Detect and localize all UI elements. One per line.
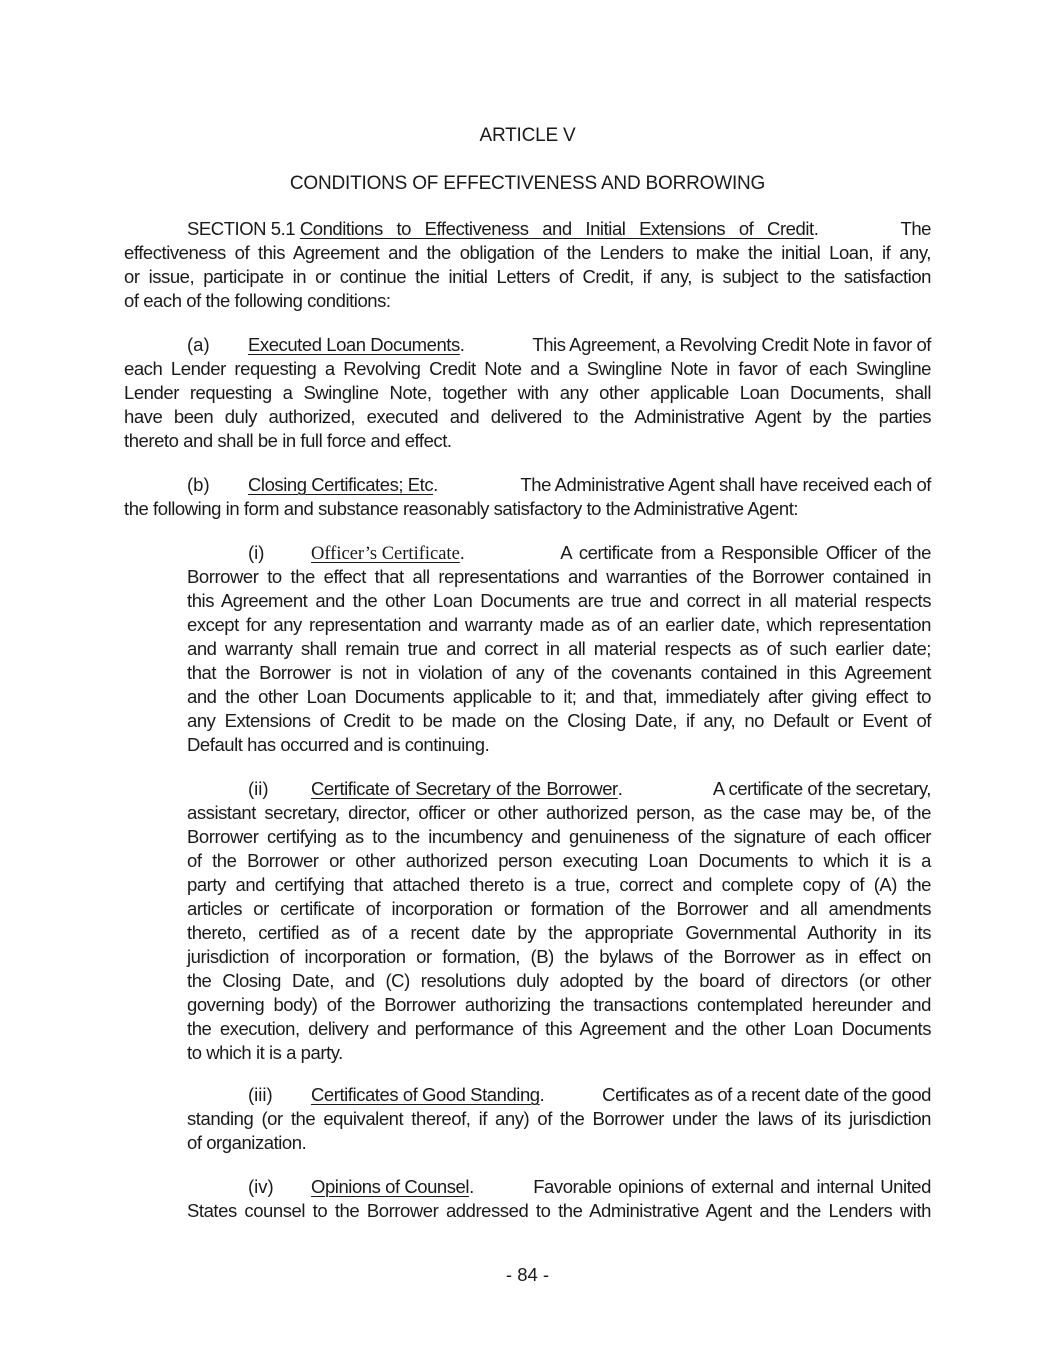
section-line: or issue, participate in or continue the initial Letters of Credit, if any, is subject to the satisfaction xyxy=(124,266,931,287)
clause-heading: Closing Certificates; Etc xyxy=(248,474,434,495)
clause-line: the following in form and substance reasonably satisfactory to the Administrative Agent: xyxy=(124,498,799,519)
subclause-line: the execution, delivery and performance of this Agreement and the other Loan Documents xyxy=(187,1018,931,1039)
subclause-line: jurisdiction of incorporation or formation, (B) the bylaws of the Borrower as in effect on xyxy=(187,946,931,967)
article-title: ARTICLE V xyxy=(479,125,576,146)
subclause-line: any Extensions of Credit to be made on the Closing Date, if any, no Default or Event of xyxy=(187,710,931,731)
subclause-first-line-rest: Favorable opinions of external and internal United xyxy=(533,1176,931,1197)
subclause-first-line xyxy=(311,777,931,801)
subclause-line: Borrower to the effect that all representations and warranties of the Borrower contained in xyxy=(187,566,931,587)
heading-period: . xyxy=(459,334,465,355)
subclause-heading: Opinions of Counsel xyxy=(311,1176,470,1197)
clause-first-line xyxy=(248,333,931,357)
subclause-line: except for any representation and warranty made as of an earlier date, which representation xyxy=(187,614,931,635)
subclause-first-line xyxy=(311,1175,931,1199)
clause-first-line-rest: The Administrative Agent shall have received each of xyxy=(520,474,931,495)
subclause-label: (iii) xyxy=(248,1084,273,1105)
subclause-first-line xyxy=(311,541,931,566)
subclause-label: (iv) xyxy=(248,1176,274,1197)
subclause-line: States counsel to the Borrower addressed to the Administrative Agent and the Lenders with xyxy=(187,1200,931,1221)
section-line-tail: The xyxy=(900,218,931,239)
page-number: - 84 - xyxy=(505,1264,550,1285)
subclause-heading: Certificates of Good Standing xyxy=(311,1084,540,1105)
section-line: effectiveness of this Agreement and the obligation of the Lenders to make the initial Loan, if any, xyxy=(124,242,931,263)
article-subtitle: CONDITIONS OF EFFECTIVENESS AND BORROWING xyxy=(289,173,766,194)
subclause-line: the Closing Date, and (C) resolutions duly adopted by the board of directors (or other xyxy=(187,970,931,991)
subclause-line: governing body) of the Borrower authorizing the transactions contemplated hereunder and xyxy=(187,994,931,1015)
heading-period: . xyxy=(813,218,819,239)
clause-label: (b) xyxy=(187,474,210,495)
section-first-line xyxy=(187,217,931,241)
clause-line: thereto and shall be in full force and effect. xyxy=(124,430,452,451)
clause-line: have been duly authorized, executed and delivered to the Administrative Agent by the parties xyxy=(124,406,931,427)
clause-first-line xyxy=(248,473,931,497)
clause-line: Lender requesting a Swingline Note, together with any other applicable Loan Documents, shall xyxy=(124,382,931,403)
subclause-line: standing (or the equivalent thereof, if any) of the Borrower under the laws of its jurisdiction xyxy=(187,1108,931,1129)
clause-label: (a) xyxy=(187,334,210,355)
subclause-line: assistant secretary, director, officer or other authorized person, as the case may be, of the xyxy=(187,802,931,823)
heading-period: . xyxy=(539,1084,545,1105)
subclause-line: Default has occurred and is continuing. xyxy=(187,734,490,755)
clause-first-line-rest: This Agreement, a Revolving Credit Note in favor of xyxy=(532,334,931,355)
subclause-label: (i) xyxy=(248,542,265,563)
subclause-line: that the Borrower is not in violation of any of the covenants contained in this Agreement xyxy=(187,662,931,683)
section-number: SECTION 5.1 xyxy=(187,218,296,239)
subclause-heading: Officer’s Certificate xyxy=(311,544,460,564)
subclause-first-line-rest: Certificates as of a recent date of the good xyxy=(602,1084,931,1105)
subclause-first-line-rest: A certificate from a Responsible Officer of the xyxy=(560,542,931,563)
subclause-line: of the Borrower or other authorized person executing Loan Documents to which it is a xyxy=(187,850,931,871)
section-line: of each of the following conditions: xyxy=(124,290,391,311)
clause-heading: Executed Loan Documents xyxy=(248,334,460,355)
subclause-line: this Agreement and the other Loan Documents are true and correct in all material respects xyxy=(187,590,931,611)
subclause-line: to which it is a party. xyxy=(187,1042,343,1063)
subclause-heading: Certificate of Secretary of the Borrower xyxy=(311,778,618,799)
subclause-label: (ii) xyxy=(248,778,269,799)
subclause-line: of organization. xyxy=(187,1132,307,1153)
section-heading: Conditions to Effectiveness and Initial Extensions of Credit xyxy=(299,218,814,239)
heading-period: . xyxy=(617,778,623,799)
subclause-line: and the other Loan Documents applicable to it; and that, immediately after giving effect to xyxy=(187,686,931,707)
subclause-line: thereto, certified as of a recent date by the appropriate Governmental Authority in its xyxy=(187,922,931,943)
subclause-first-line xyxy=(311,1083,931,1107)
subclause-line: Borrower certifying as to the incumbency and genuineness of the signature of each officer xyxy=(187,826,931,847)
subclause-first-line-rest: A certificate of the secretary, xyxy=(712,778,931,799)
heading-period: . xyxy=(469,1176,474,1197)
subclause-line: articles or certificate of incorporation or formation of the Borrower and all amendments xyxy=(187,898,931,919)
heading-period: . xyxy=(459,542,465,563)
heading-period: . xyxy=(433,474,438,495)
subclause-line: party and certifying that attached thereto is a true, correct and complete copy of (A) the xyxy=(187,874,931,895)
subclause-line: and warranty shall remain true and correct in all material respects as of such earlier date; xyxy=(187,638,931,659)
clause-line: each Lender requesting a Revolving Credit Note and a Swingline Note in favor of each Swingline xyxy=(124,358,931,379)
